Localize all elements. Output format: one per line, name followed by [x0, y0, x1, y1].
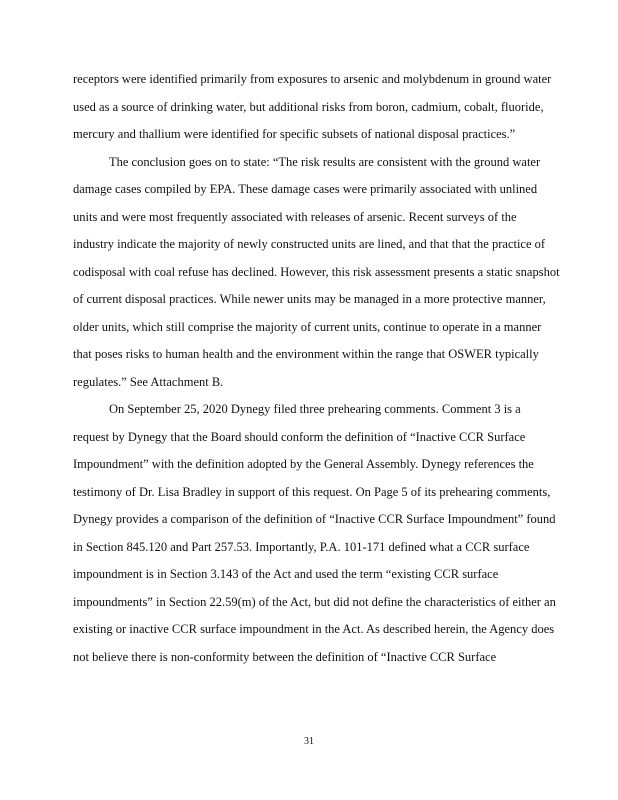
body-text [73, 70, 573, 675]
text-line: impoundment is in Section 3.143 of the Act and used the term “existing CCR surface [73, 567, 499, 581]
text-line: damage cases compiled by EPA. These damage cases were primarily associated with unlined [73, 182, 538, 196]
text-line: receptors were identified primarily from exposures to arsenic and molybdenum in ground water [73, 72, 552, 86]
text-line: industry indicate the majority of newly constructed units are lined, and that that the practice of [73, 237, 546, 251]
text-line: On September 25, 2020 Dynegy filed three prehearing comments. Comment 3 is a [109, 402, 521, 416]
text-line: request by Dynegy that the Board should conform the definition of “Inactive CCR Surface [73, 429, 526, 444]
text-line: in Section 845.120 and Part 257.53. Importantly, P.A. 101-171 defined what a CCR surface [73, 539, 530, 554]
text-line: codisposal with coal refuse has declined. However, this risk assessment presents a static snapshot [73, 264, 560, 279]
text-line: testimony of Dr. Lisa Bradley in support of this request. On Page 5 of its prehearing comments, [73, 484, 551, 499]
text-line: The conclusion goes on to state: “The risk results are consistent with the ground water [109, 154, 541, 169]
text-line: used as a source of drinking water, but additional risks from boron, cadmium, cobalt, fluoride, [73, 99, 544, 114]
text-line: not believe there is non-conformity between the definition of “Inactive CCR Surface [73, 649, 497, 664]
page-number: 31 [304, 736, 314, 747]
text-line: Dynegy provides a comparison of the definition of “Inactive CCR Surface Impoundment” found [73, 512, 556, 526]
text-line: existing or inactive CCR surface impoundment in the Act. As described herein, the Agency does [73, 622, 555, 636]
text-line: of current disposal practices. While newer units may be managed in a more protective manner, [73, 292, 546, 306]
text-line: that poses risks to human health and the environment within the range that OSWER typically [73, 347, 539, 361]
text-line: Impoundment” with the definition adopted by the General Assembly. Dynegy references the [73, 457, 534, 471]
text-line: mercury and thallium were identified for specific subsets of national disposal practices.” [73, 127, 516, 141]
text-line: regulates.” See Attachment B. [73, 374, 224, 389]
text-line: older units, which still comprise the majority of current units, continue to operate in a manner [73, 319, 542, 334]
text-line: impoundments” in Section 22.59(m) of the Act, but did not define the characteristics of either an [73, 594, 556, 609]
text-line: units and were most frequently associated with releases of arsenic. Recent surveys of the [73, 209, 517, 224]
